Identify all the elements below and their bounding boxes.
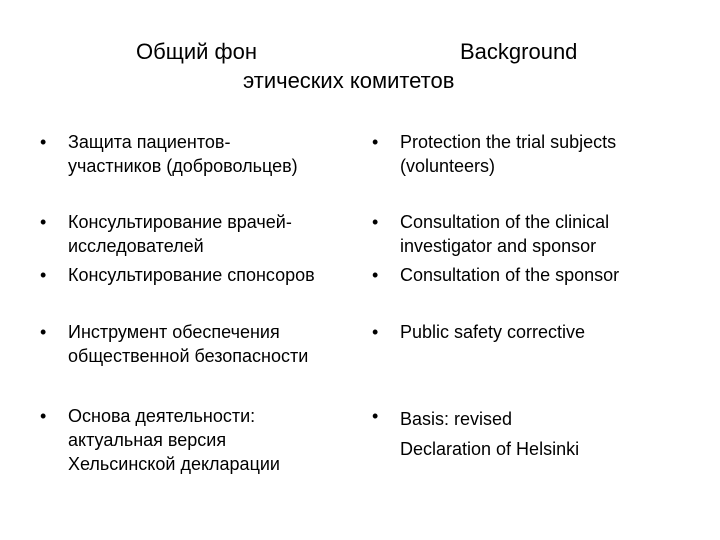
bullet-icon: • bbox=[40, 406, 47, 426]
bullet-icon: • bbox=[40, 132, 47, 152]
bullet-icon: • bbox=[40, 212, 47, 232]
list-item-text: Consultation of the sponsor bbox=[400, 265, 620, 285]
list-item-text: Basis: revised Declaration of Helsinki bbox=[400, 409, 580, 459]
bullet-icon: • bbox=[372, 322, 379, 342]
slide-title-ru: Общий фон bbox=[136, 39, 257, 64]
slide-title-ru-line2: этических комитетов bbox=[243, 68, 455, 93]
list-item bbox=[40, 210, 358, 258]
bullet-icon: • bbox=[372, 406, 379, 426]
list-item bbox=[40, 263, 358, 287]
list-item-text: Protection the trial subjects (volunteers) bbox=[400, 132, 617, 176]
slide-title-en: Background bbox=[460, 39, 578, 64]
list-item bbox=[372, 210, 682, 258]
list-item-text: Consultation of the clinical investigator and sponsor bbox=[400, 212, 610, 256]
list-item bbox=[40, 404, 358, 476]
list-item-text: Основа деятельности: актуальная версия Хельсинской декларации bbox=[68, 406, 280, 474]
list-item bbox=[372, 320, 682, 344]
bullet-icon: • bbox=[372, 212, 379, 232]
list-item-text: Защита пациентов- участников (добровольцев) bbox=[68, 132, 298, 176]
bullet-icon: • bbox=[372, 265, 379, 285]
list-item-text: Консультирование врачей- исследователей bbox=[68, 212, 292, 256]
list-item-text: Инструмент обеспечения общественной безопасности bbox=[68, 322, 309, 366]
bullet-icon: • bbox=[40, 322, 47, 342]
list-item bbox=[40, 320, 358, 368]
bullet-icon: • bbox=[40, 265, 47, 285]
list-item bbox=[372, 263, 682, 287]
bullet-icon: • bbox=[372, 132, 379, 152]
list-item bbox=[40, 130, 358, 178]
list-item bbox=[372, 130, 682, 178]
list-item bbox=[372, 404, 682, 464]
list-item-text: Консультирование спонсоров bbox=[68, 265, 315, 285]
list-item-text: Public safety corrective bbox=[400, 322, 586, 342]
